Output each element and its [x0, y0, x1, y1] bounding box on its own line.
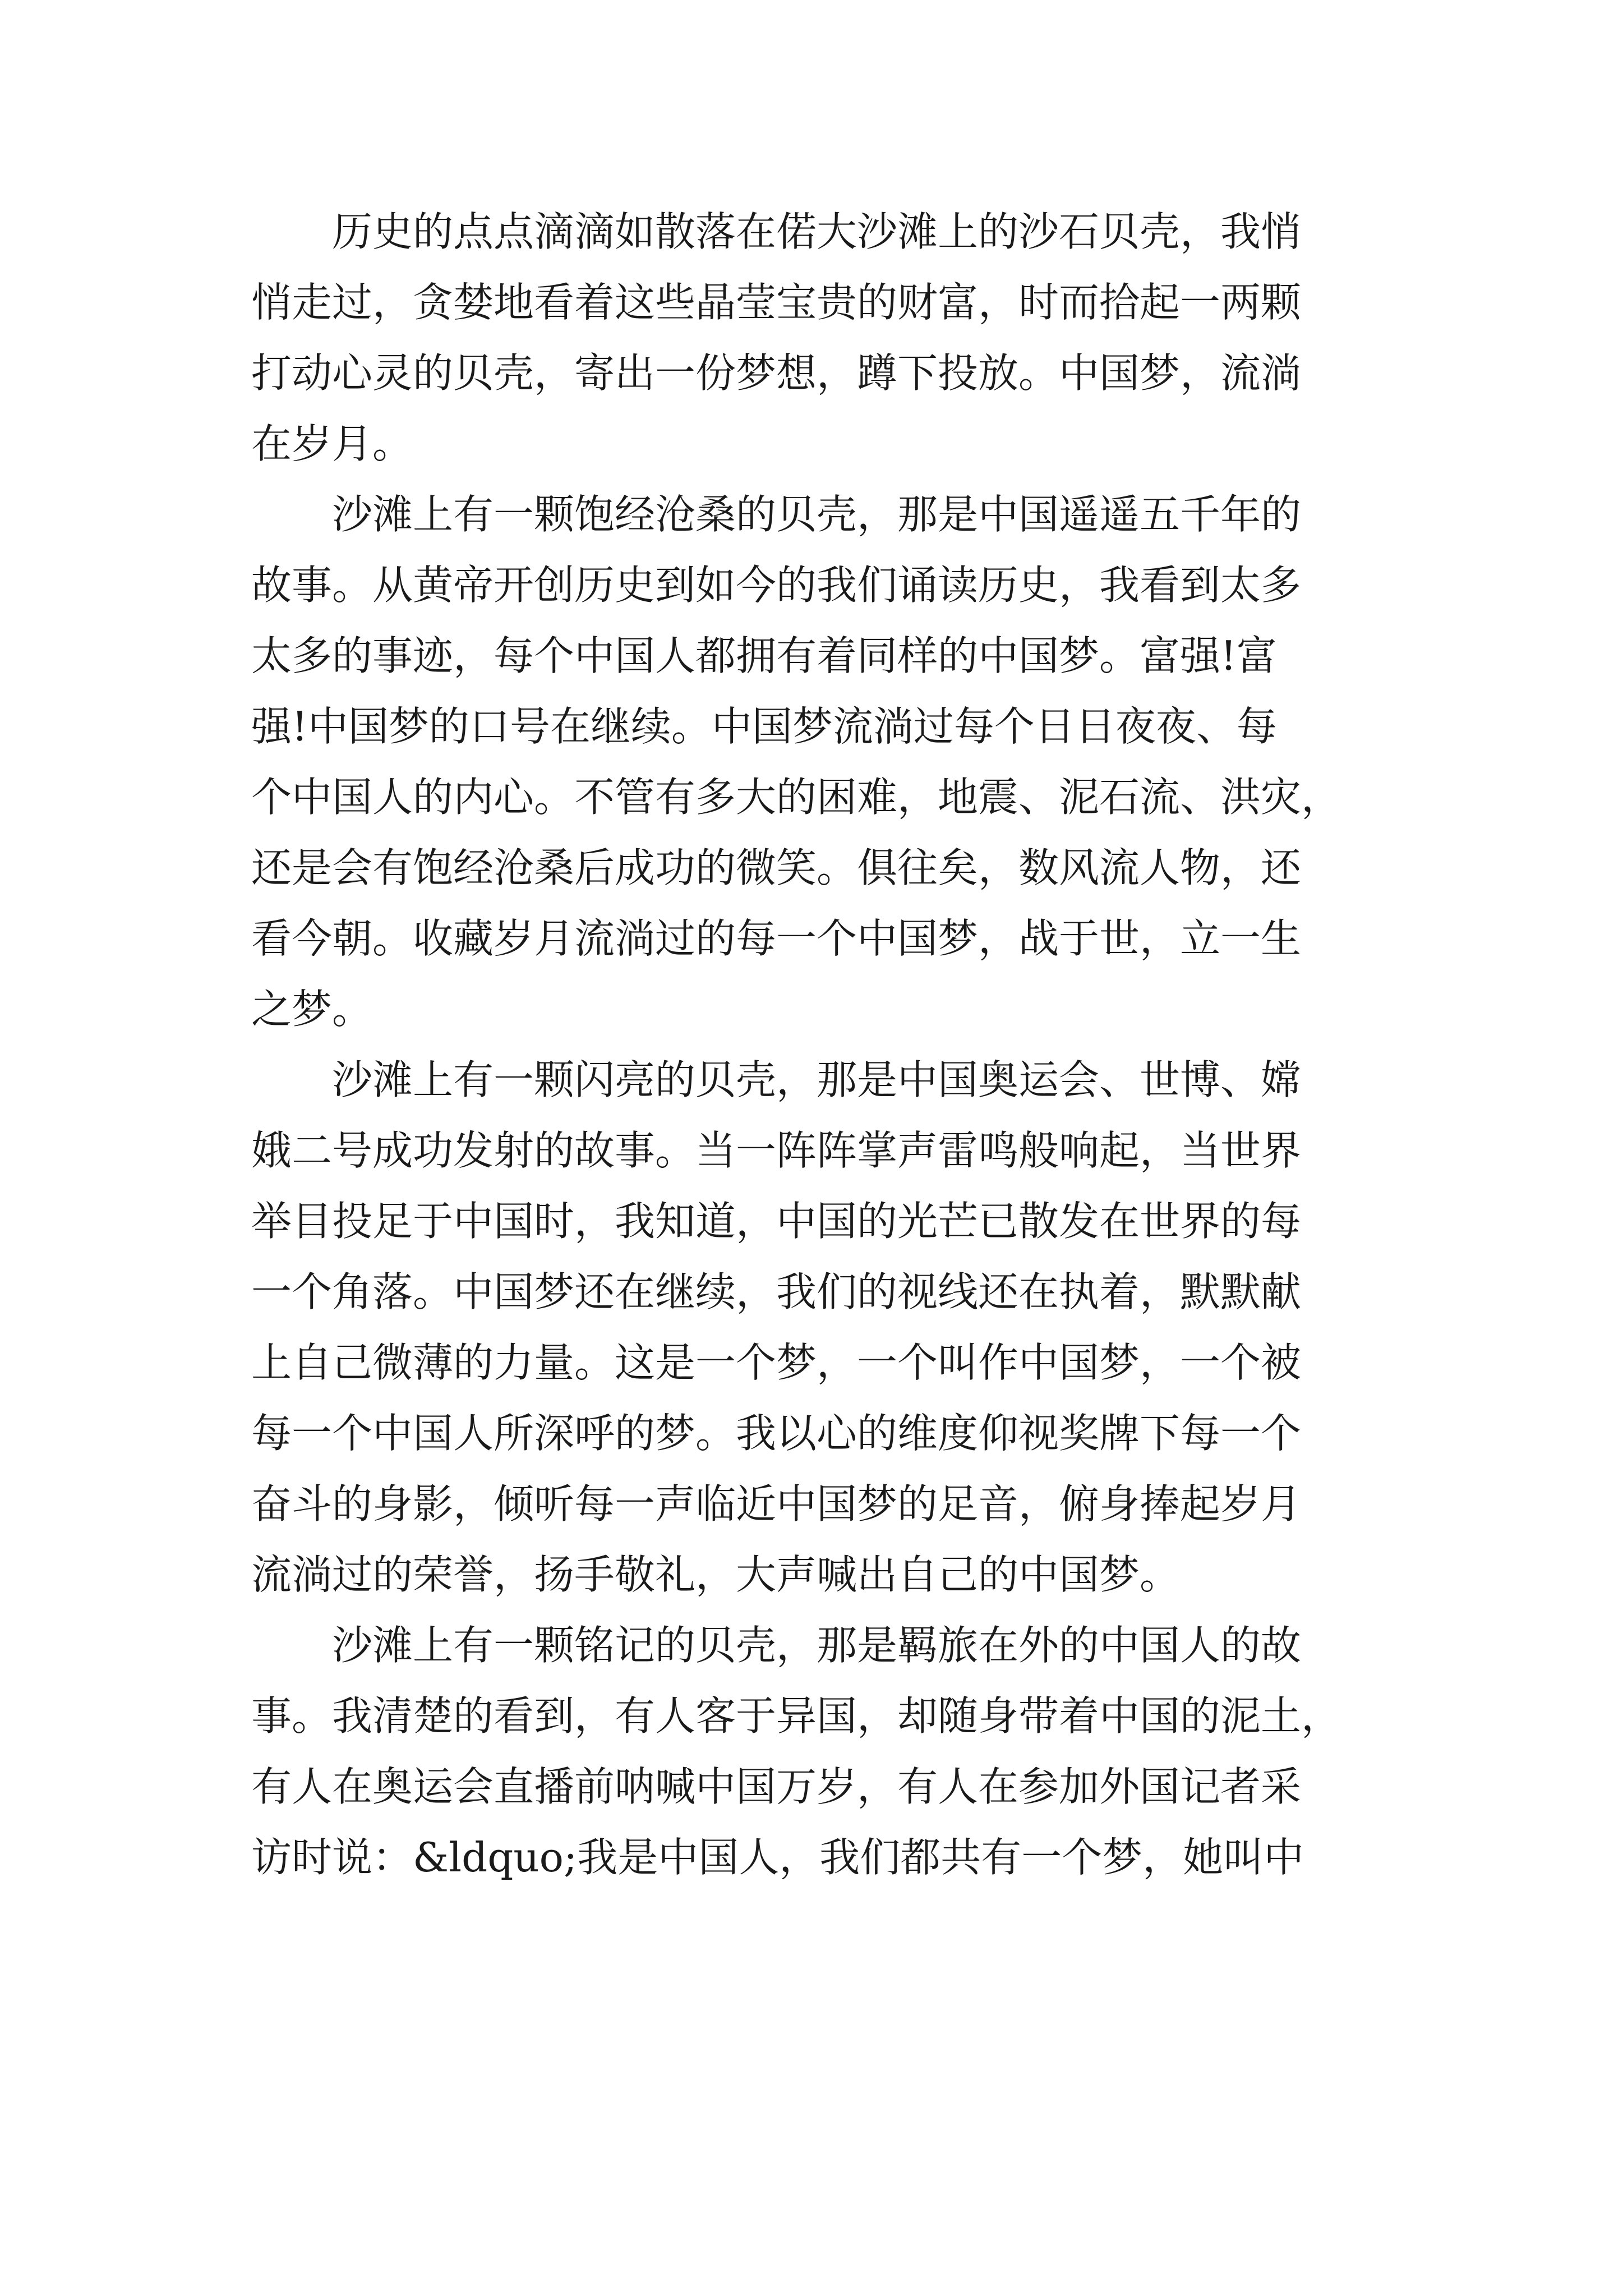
text-line: 在岁月。 — [251, 420, 413, 467]
text-line: 之梦。 — [251, 986, 373, 1033]
text-line: 娥二号成功发射的故事。当一阵阵掌声雷鸣般响起，当世界 — [251, 1127, 1302, 1174]
text-line: 个中国人的内心。不管有多大的困难，地震、泥石流、洪灾， — [251, 774, 1342, 821]
text-line: 沙滩上有一颗闪亮的贝壳，那是中国奥运会、世博、嫦 — [332, 1056, 1302, 1103]
text-line: 一个角落。中国梦还在继续，我们的视线还在执着，默默献 — [251, 1268, 1302, 1315]
text-line: 奋斗的身影，倾听每一声临近中国梦的足音，俯身捧起岁月 — [251, 1480, 1302, 1527]
paragraph-4 — [251, 1610, 1382, 1893]
text-line: 打动心灵的贝壳，寄出一份梦想，蹲下投放。中国梦，流淌 — [251, 349, 1302, 397]
text-line: 故事。从黄帝开创历史到如今的我们诵读历史，我看到太多 — [251, 562, 1302, 609]
paragraph-2 — [251, 479, 1382, 1045]
text-line: 有人在奥运会直播前呐喊中国万岁，有人在参加外国记者采 — [251, 1763, 1302, 1810]
text-line: 历史的点点滴滴如散落在偌大沙滩上的沙石贝壳，我悄 — [332, 208, 1302, 255]
text-line: 访时说：&ldquo;我是中国人，我们都共有一个梦，她叫中 — [251, 1834, 1304, 1881]
text-line: 太多的事迹，每个中国人都拥有着同样的中国梦。富强!富 — [251, 632, 1277, 679]
text-line: 举目投足于中国时，我知道，中国的光芒已散发在世界的每 — [251, 1198, 1302, 1245]
text-line: 沙滩上有一颗铭记的贝壳，那是羁旅在外的中国人的故 — [332, 1622, 1302, 1669]
essay-body — [251, 196, 1382, 1893]
paragraph-3 — [251, 1045, 1382, 1610]
text-line: 看今朝。收藏岁月流淌过的每一个中国梦，战于世，立一生 — [251, 915, 1302, 962]
text-line: 沙滩上有一颗饱经沧桑的贝壳，那是中国遥遥五千年的 — [332, 491, 1302, 538]
text-line: 流淌过的荣誉，扬手敬礼，大声喊出自己的中国梦。 — [251, 1551, 1181, 1598]
text-line: 还是会有饱经沧桑后成功的微笑。俱往矣，数风流人物，还 — [251, 844, 1302, 891]
text-line: 每一个中国人所深呼的梦。我以心的维度仰视奖牌下每一个 — [251, 1410, 1302, 1457]
text-line: 上自己微薄的力量。这是一个梦，一个叫作中国梦，一个被 — [251, 1339, 1302, 1386]
text-line: 事。我清楚的看到，有人客于异国，却随身带着中国的泥土， — [251, 1692, 1342, 1740]
text-line: 悄走过，贪婪地看着这些晶莹宝贵的财富，时而拾起一两颗 — [251, 279, 1302, 326]
text-line: 强!中国梦的口号在继续。中国梦流淌过每个日日夜夜、每 — [251, 703, 1277, 750]
paragraph-1 — [251, 196, 1382, 479]
